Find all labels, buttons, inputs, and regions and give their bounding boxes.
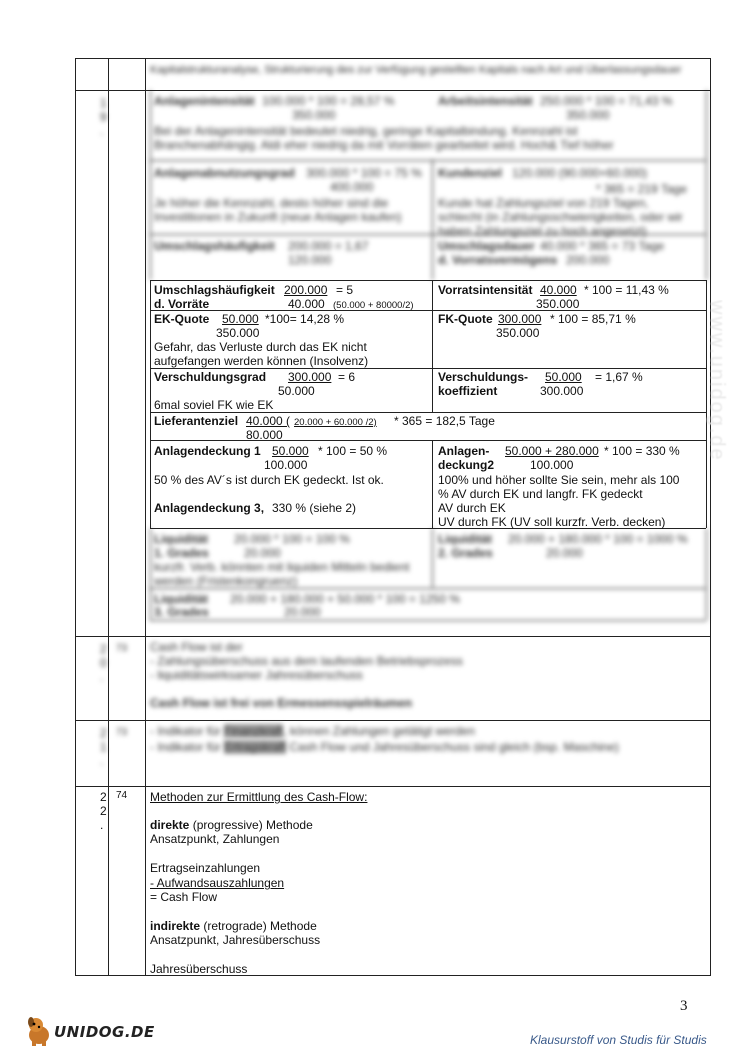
anlagendeckung1-result: * 100 = 50 %	[318, 444, 388, 458]
liquiditaet2-formula: 20.000 + 180.000 * 100 = 1000 %	[508, 532, 688, 546]
footer-tagline: Klausurstoff von Studis für Studis	[530, 1033, 707, 1047]
liquiditaet1-denom: 20.000	[244, 546, 281, 560]
indirekte-ansatz: Ansatzpunkt, Jahresüberschuss	[150, 933, 321, 947]
vorratsintensitaet-result: * 100 = 11,43 %	[584, 283, 669, 297]
umschlag-vorraete-label2: d. Vorräte	[154, 297, 210, 311]
umschlagsdauer-denom: 200.000	[566, 253, 610, 267]
dog-icon	[22, 1013, 56, 1047]
liquiditaet2-label: Liquidität	[438, 532, 492, 546]
verschuldungsgrad-num: 300.000	[288, 370, 332, 384]
verschuldungskoeffizient-denom: 300.000	[540, 384, 584, 398]
liquiditaet3-denom: 20.000	[284, 605, 321, 619]
vorratsintensitaet-num: 40.000	[540, 283, 577, 297]
liquiditaet3-formula: 20.000 + 180.000 + 50.000 * 100 = 1250 %	[230, 592, 460, 606]
liquiditaet3-label: 3. Grades	[154, 605, 209, 619]
cashflow-result: = Cash Flow	[150, 890, 218, 904]
anlagenabnutzung-text: Investitionen in Zukunft (neue Anlagen kaufen)	[154, 210, 402, 224]
lieferantenziel-denom: 80.000	[246, 428, 283, 442]
row-number: 1 9 .	[100, 96, 107, 138]
liquiditaet1-text: werden (Fristenkongruenz)	[154, 574, 298, 588]
ek-quote-text: aufgefangen werden können (Insolvenz)	[154, 354, 369, 368]
umschlag-formula: 200.000 = 1,67	[288, 239, 369, 253]
row-mark: 73	[116, 643, 128, 654]
liquiditaet1-label: Liquidität	[154, 532, 208, 546]
arbeitsintensitaet-label: Arbeitsintensität	[438, 94, 533, 108]
row-mark: 73	[116, 727, 128, 738]
arbeitsintensitaet-denom: 350.000	[566, 108, 610, 122]
anlagenintensitaet-denom: 350.000	[292, 108, 336, 122]
indirekte-methode: indirekte (retrograde) Methode	[150, 919, 317, 933]
lieferantenziel-label: Lieferantenziel	[154, 414, 239, 428]
verschuldungsgrad-denom: 50.000	[278, 384, 315, 398]
anlagendeckung1-num: 50.000	[272, 444, 309, 458]
cashflow-text: Cash Flow ist frei von Ermessensspielräumen	[150, 696, 413, 710]
row-mark: 74	[116, 790, 128, 801]
ek-quote-label: EK-Quote	[154, 312, 210, 326]
anlagendeckung2-text: 100% und höher sollte Sie sein, mehr als 100	[438, 473, 680, 487]
anlagenabnutzung-denom: 400.000	[330, 180, 374, 194]
ek-quote-num: 50.000	[222, 312, 259, 326]
ertragseinzahlungen: Ertragseinzahlungen	[150, 861, 261, 875]
ek-quote-result: *100= 14,28 %	[265, 312, 345, 326]
kundenziel-label: Kundenziel	[438, 166, 503, 180]
verschuldungsgrad-text: 6mal soviel FK wie EK	[154, 398, 274, 412]
umschlag-denom: 120.000	[288, 253, 332, 267]
anlagendeckung2-label: deckung2	[438, 458, 495, 472]
aufwandsauszahlungen: - Aufwandsauszahlungen	[150, 876, 285, 890]
anlagendeckung2-text: UV durch FK (UV soll kurzfr. Verb. decken)	[438, 515, 666, 529]
anlagendeckung2-num: 50.000 + 280.000	[505, 444, 599, 458]
anlagenintensitaet-label: Anlagenintensität	[154, 94, 255, 108]
indikator-text: - Indikator für Finanzkraft, können Zahlungen getätigt werden	[150, 724, 475, 738]
liquiditaet1-formula: 20.000 * 100 = 100 %	[234, 532, 350, 546]
verschuldungsgrad-result: = 6	[338, 370, 356, 384]
direkte-ansatz: Ansatzpunkt, Zahlungen	[150, 832, 280, 846]
kundenziel-formula: * 365 = 219 Tage	[596, 182, 687, 196]
kundenziel-text: haben Zahlungsziel zu hoch angesetzt)	[438, 224, 647, 238]
row-number: 2 2 .	[100, 790, 107, 832]
anlagendeckung1-denom: 100.000	[264, 458, 308, 472]
anlagendeckung2-text: AV durch EK	[438, 501, 506, 515]
liquiditaet1-label: 1. Grades	[154, 546, 209, 560]
watermark: www.unidog.de	[706, 300, 728, 462]
verschuldungskoeffizient-label: koeffizient	[438, 384, 498, 398]
umschlag-vorraete-note: (50.000 + 80000/2)	[333, 300, 414, 311]
umschlagsdauer-formula: 40.000 * 365 = 73 Tage	[540, 239, 665, 253]
row-number: 2 0 .	[100, 642, 107, 684]
umschlagsdauer-label: d. Vorratsvermögens	[438, 253, 558, 267]
anlagenintensitaet-formula: 100.000 * 100 = 28,57 %	[262, 94, 395, 108]
lieferantenziel-result: * 365 = 182,5 Tage	[394, 414, 495, 428]
fk-quote-denom: 350.000	[496, 326, 540, 340]
jahresueberschuss: Jahresüberschuss	[150, 962, 248, 976]
anlagen-text: Bei der Anlagenintensität bedeutet niedrig, geringe Kapitalbindung. Kennzahl ist	[154, 124, 578, 138]
umschlag-vorraete-num: 200.000	[284, 283, 328, 297]
lieferantenziel-note: 20.000 + 60.000 /2)	[294, 417, 377, 428]
anlagendeckung1-text: 50 % des AV´s ist durch EK gedeckt. Ist ok.	[154, 473, 384, 487]
cashflow-text: Cash Flow ist der	[150, 640, 243, 654]
anlagendeckung2-result: * 100 = 330 %	[604, 444, 680, 458]
anlagen-text: Branchenabhängig. Aldi eher niedrig da mit Vorräten gearbeitet wird. Hoch& Tief höher	[154, 138, 614, 152]
arbeitsintensitaet-formula: 250.000 * 100 = 71,43 %	[540, 94, 673, 108]
liquiditaet2-denom: 20.000	[546, 546, 583, 560]
kundenziel-text: schlecht (in Zahlungsschwierigkeiten, oder wir	[438, 210, 683, 224]
anlagendeckung2-label: Anlagen-	[438, 444, 490, 458]
verschuldungskoeffizient-label: Verschuldungs-	[438, 370, 529, 384]
vorratsintensitaet-denom: 350.000	[536, 297, 580, 311]
anlagenabnutzung-text: Je höher die Kennzahl, desto höher sind die	[154, 196, 389, 210]
verschuldungsgrad-label: Verschuldungsgrad	[154, 370, 267, 384]
ek-quote-denom: 350.000	[216, 326, 260, 340]
anlagendeckung3-label: Anlagendeckung 3,	[154, 501, 265, 515]
anlagendeckung2-denom: 100.000	[530, 458, 574, 472]
ek-quote-text: Gefahr, das Verluste durch das EK nicht	[154, 340, 367, 354]
verschuldungskoeffizient-num: 50.000	[545, 370, 582, 384]
fk-quote-result: * 100 = 85,71 %	[550, 312, 636, 326]
umschlag-vorraete-result: = 5	[336, 283, 354, 297]
indikator-text: - Indikator für Ertragskraft Cash Flow und Jahresüberschuss sind gleich (bsp. Maschine)	[150, 740, 619, 754]
anlagendeckung2-text: % AV durch EK und langfr. FK gedeckt	[438, 487, 643, 501]
umschlag-label: Umschlagshäufigkeit	[154, 239, 275, 253]
anlagenabnutzung-formula: 300.000 * 100 = 75 %	[306, 166, 422, 180]
verschuldungskoeffizient-result: = 1,67 %	[595, 370, 643, 384]
row-number: 2 1 .	[100, 726, 107, 768]
fk-quote-num: 300.000	[498, 312, 542, 326]
anlagendeckung1-label: Anlagendeckung 1	[154, 444, 261, 458]
umschlagsdauer-label: Umschlagsdauer	[438, 239, 535, 253]
kap-head: Kapitalstrukturanalyse, Strukturierung des zur Verfügung gestellten Kapitals nach Art und Überlassungsdauer	[150, 64, 682, 76]
liquiditaet2-label: 2. Grades	[438, 546, 493, 560]
cashflow-text: - liquiditätswirksamer Jahresüberschuss	[150, 668, 363, 682]
liquiditaet3-label: Liquidität	[154, 592, 208, 606]
direkte-methode: direkte (progressive) Methode	[150, 818, 313, 832]
umschlag-vorraete-denom: 40.000	[288, 297, 325, 311]
page-number: 3	[680, 998, 688, 1014]
kundenziel-text: Kunde hat Zahlungsziel von 219 Tagen,	[438, 196, 649, 210]
kundenziel-formula: 120.000 (90.000+60.000)	[512, 166, 648, 180]
anlagenabnutzung-label: Anlagenabnutzungsgrad	[154, 166, 295, 180]
unidog-logo[interactable]: UNIDOG.DE	[22, 1013, 152, 1047]
umschlag-vorraete-label: Umschlagshäufigkeit	[154, 283, 275, 297]
lieferantenziel-num: 40.000 (	[246, 414, 291, 428]
vorratsintensitaet-label: Vorratsintensität	[438, 283, 533, 297]
anlagendeckung3-text: 330 % (siehe 2)	[272, 501, 357, 515]
liquiditaet1-text: kurzfr. Verb. könnten mit liquiden Mitteln bedient	[154, 560, 410, 574]
fk-quote-label: FK-Quote	[438, 312, 493, 326]
cashflow-text: - Zahlungsüberschuss aus dem laufenden Betriebsprozess	[150, 654, 463, 668]
methods-title: Methoden zur Ermittlung des Cash-Flow:	[150, 790, 368, 804]
